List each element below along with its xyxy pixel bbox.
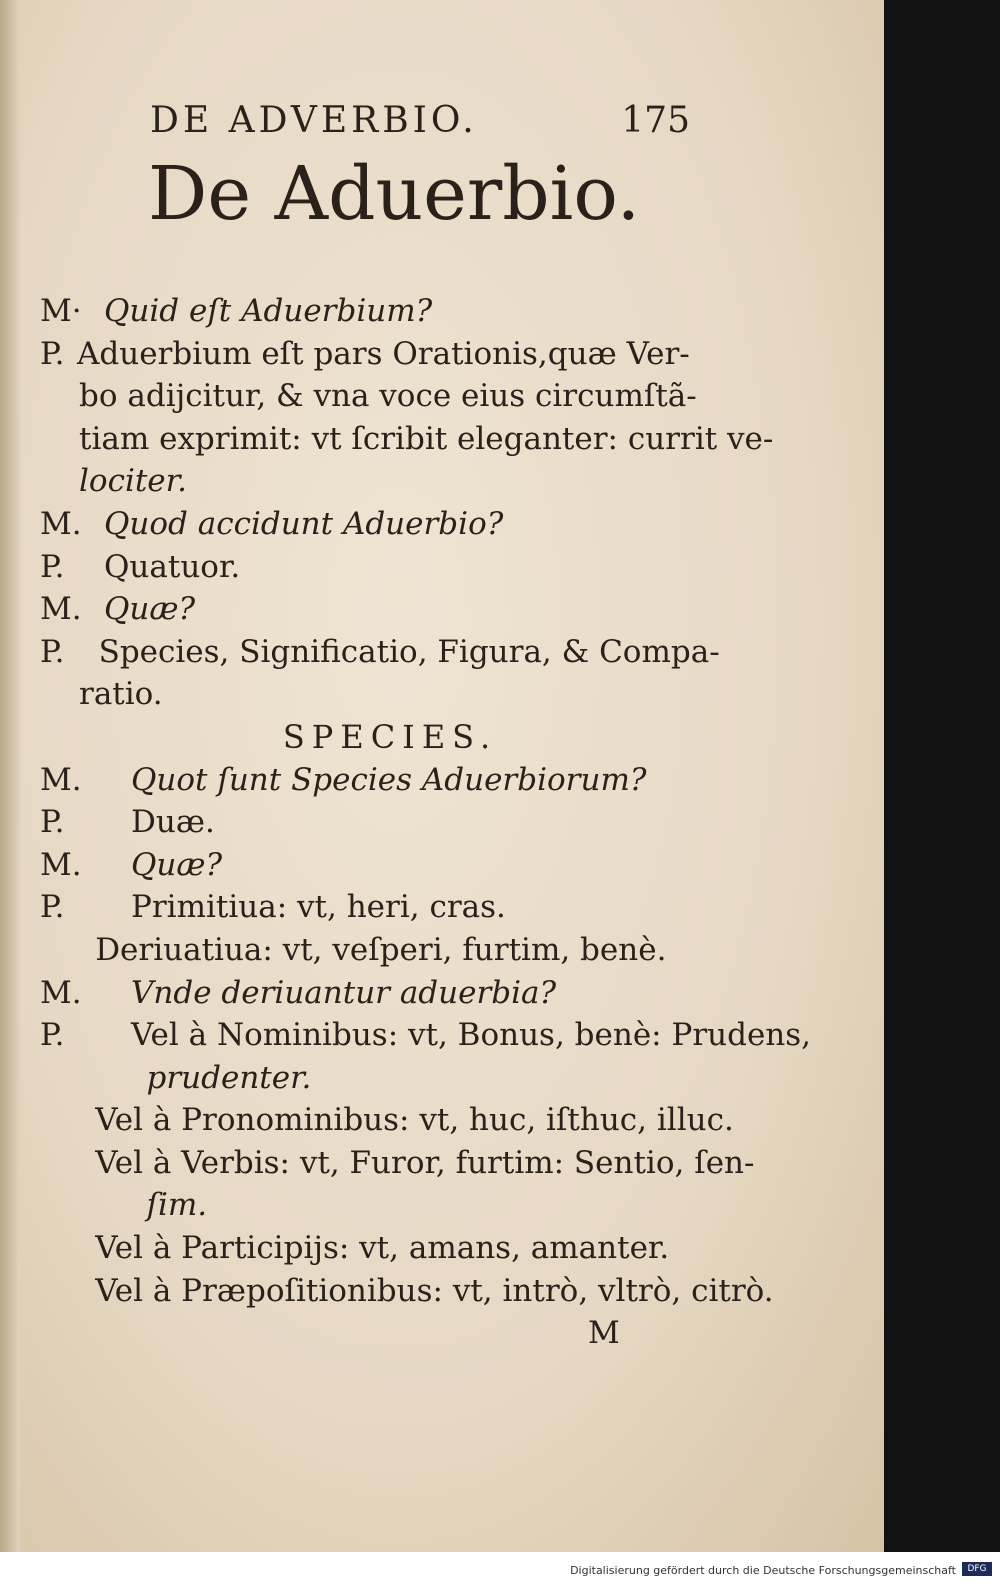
speaker-label: M. — [40, 505, 82, 542]
text-line — [40, 418, 774, 461]
speaker-label: P. — [40, 804, 65, 841]
line-text: Vel à Verbis: vt, Furor, furtim: Sentio, ſen- — [95, 1144, 755, 1181]
line-text: bo adijcitur, & vna voce eius circumſtã- — [79, 378, 697, 415]
line-text: Quot ſunt Species Aduerbiorum? — [131, 761, 647, 798]
text-line — [40, 333, 740, 376]
running-head — [150, 100, 690, 150]
text-line — [40, 759, 740, 802]
line-text: lociter. — [79, 463, 187, 500]
line-text: Vel à Pronominibus: vt, huc, iſthuc, illuc. — [95, 1102, 734, 1139]
line-text: Quod accidunt Aduerbio? — [104, 505, 504, 542]
speaker-label: M. — [40, 761, 82, 798]
footer-credit: Digitalisierung gefördert durch die Deutsche Forschungsgemeinschaft — [570, 1564, 956, 1577]
line-text: SPECIES. — [282, 717, 498, 756]
footer-bar — [0, 1552, 1000, 1584]
text-line — [40, 844, 740, 887]
text-line — [40, 503, 740, 546]
speaker-label: P. — [40, 548, 65, 585]
line-text: Species, Significatio, Figura, & Compa- — [98, 633, 720, 670]
section-heading — [40, 716, 740, 759]
line-text: Duæ. — [131, 804, 215, 841]
text-line — [40, 375, 740, 418]
line-text: tiam exprimit: vt ſcribit eleganter: currit ve- — [79, 420, 774, 457]
line-text: Quæ? — [131, 846, 223, 883]
line-text: ratio. — [79, 676, 163, 713]
line-text: Quid eſt Aduerbium? — [104, 293, 433, 329]
text-line — [40, 886, 740, 929]
text-line — [40, 929, 740, 972]
text-line — [40, 588, 740, 631]
line-text: Vel à Præpoſitionibus: vt, intrò, vltrò, citrò. — [95, 1272, 774, 1309]
speaker-label: P. — [40, 1017, 65, 1054]
line-text: Vel à Participijs: vt, amans, amanter. — [95, 1230, 670, 1267]
speaker-label: M. — [40, 591, 82, 628]
page-edge — [0, 0, 20, 1552]
text-line — [40, 1227, 740, 1270]
dfg-logo: DFG — [962, 1562, 992, 1576]
running-head-title: DE ADVERBIO. — [150, 100, 478, 141]
speaker-label: M. — [40, 974, 82, 1011]
speaker-label: P. — [40, 633, 65, 670]
text-line — [40, 1142, 755, 1185]
text-line — [40, 1014, 812, 1057]
text-line — [40, 1184, 740, 1227]
speaker-label: M· — [40, 293, 82, 329]
text-line — [40, 631, 740, 674]
text-line — [40, 972, 740, 1015]
text-line — [40, 1057, 740, 1100]
text-line — [40, 290, 740, 333]
text-line — [40, 546, 740, 589]
line-text: Quatuor. — [104, 548, 241, 585]
text-line — [40, 801, 740, 844]
chapter-title: De Aduerbio. — [148, 151, 641, 237]
line-text: Deriuatiua: vt, veſperi, furtim, benè. — [95, 931, 667, 968]
text-line — [40, 460, 740, 503]
line-text: Primitiua: vt, heri, cras. — [131, 889, 506, 926]
page-number: 175 — [621, 100, 690, 141]
line-text: Quæ? — [104, 591, 196, 628]
line-text: Vel à Nominibus: vt, Bonus, benè: Prudens, — [131, 1017, 812, 1054]
speaker-label: P. — [40, 889, 65, 926]
line-text: Vnde deriuantur aduerbia? — [131, 974, 557, 1011]
speaker-label: P. — [40, 335, 65, 372]
text-line — [40, 1099, 740, 1142]
catchword: M — [588, 1315, 620, 1352]
text-body — [40, 290, 812, 1355]
line-text: ſim. — [146, 1187, 208, 1224]
catchword-line — [40, 1312, 740, 1355]
text-line — [40, 1270, 774, 1313]
line-text: prudenter. — [146, 1059, 312, 1096]
speaker-label: M. — [40, 846, 82, 883]
text-line — [40, 673, 740, 716]
line-text: Aduerbium eſt pars Orationis,quæ Ver- — [77, 335, 690, 372]
